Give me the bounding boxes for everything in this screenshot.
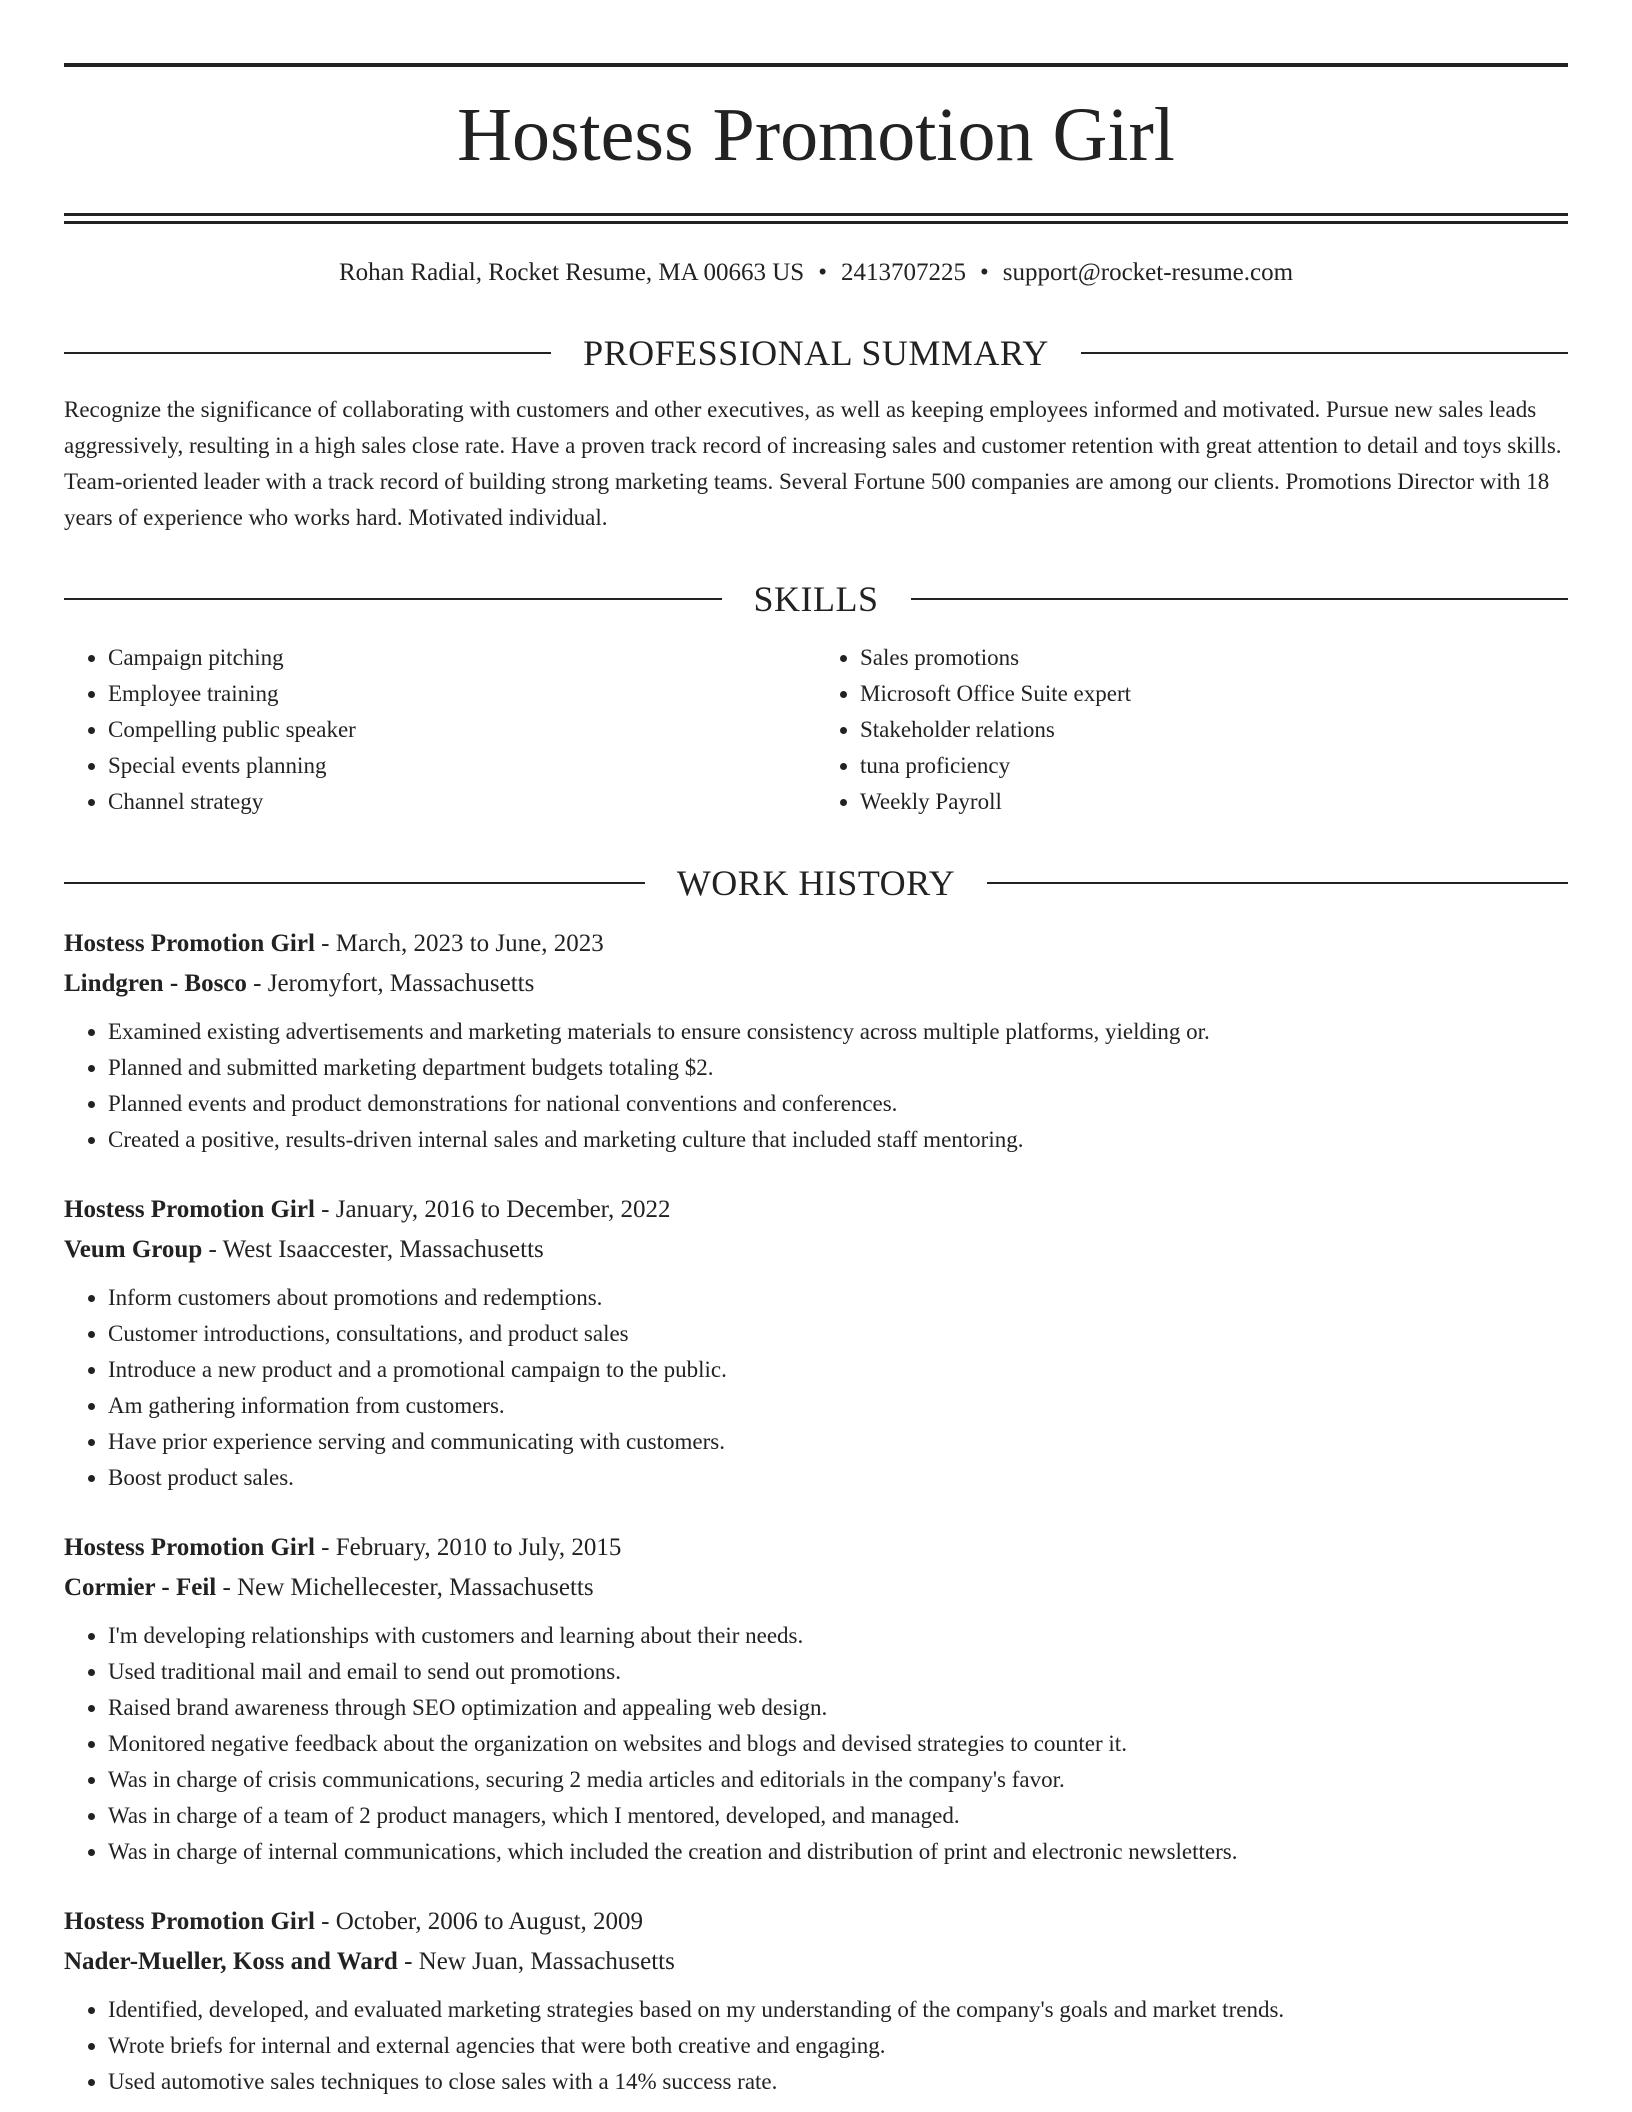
job-bullet: • Was in charge of crisis communications, securing 2 media articles and editorials in the company's favor.: [108, 1762, 1568, 1798]
job-title: Hostess Promotion Girl: [64, 930, 315, 957]
job-bullet: • Inform customers about promotions and redemptions.: [108, 1280, 1568, 1316]
job-title: Hostess Promotion Girl: [64, 1196, 315, 1223]
job-location: - Jeromyfort, Massachusetts: [246, 970, 535, 997]
job-title-line: [64, 1528, 1568, 1568]
job-bullets: [64, 1618, 1568, 1870]
job-entry: [64, 1528, 1568, 1870]
job-title: Hostess Promotion Girl: [64, 1908, 315, 1935]
summary-text: Recognize the significance of collaborating with customers and other executives, as well as keeping employees informed and motivated. Pursue new sales leads aggressively, resulting in a high sales close rate. Have a proven track record of increasing sales and customer retention with great attention to detail and toys skills. Team-oriented leader with a track record of building strong marketing teams. Several Fortune 500 companies are among our clients. Promotions Director with 18 years of experience who works hard. Motivated individual.: [64, 397, 1562, 530]
job-title-line: [64, 924, 1568, 964]
job-company: Nader-Mueller, Koss and Ward: [64, 1948, 398, 1975]
contact-separator: •: [979, 259, 989, 286]
job-bullet: • Was in charge of a team of 2 product managers, which I mentored, developed, and managed.: [108, 1798, 1568, 1834]
skills-list: [64, 640, 1568, 820]
summary-title: PROFESSIONAL SUMMARY: [583, 333, 1049, 373]
skill-item: • Microsoft Office Suite expert: [860, 676, 1568, 712]
job-company-line: [64, 964, 1568, 1004]
heading-rule: [64, 352, 551, 354]
skill-item: • Special events planning: [108, 748, 816, 784]
skill-item: • Stakeholder relations: [860, 712, 1568, 748]
skills-title: SKILLS: [753, 579, 879, 619]
skill-item: • Employee training: [108, 676, 816, 712]
job-bullet: • Used traditional mail and email to send out promotions.: [108, 1654, 1568, 1690]
contact-separator: •: [818, 259, 827, 286]
job-bullet: • Created a positive, results-driven internal sales and marketing culture that included staff mentoring.: [108, 1122, 1568, 1158]
contact-line: [64, 256, 1568, 290]
contact-phone: 2413707225: [840, 259, 966, 286]
resume-name: Hostess Promotion Girl: [457, 93, 1175, 177]
job-company-line: [64, 1942, 1568, 1982]
heading-rule: [987, 882, 1568, 884]
job-bullets: [64, 1014, 1568, 1158]
job-bullet: • Was in charge of internal communications, which included the creation and distribution of print and electronic newsletters.: [108, 1834, 1568, 1870]
skills-heading: [64, 576, 1568, 622]
job-bullet: • Customer introductions, consultations, and product sales: [108, 1316, 1568, 1352]
job-bullet: • Introduce a new product and a promotional campaign to the public.: [108, 1352, 1568, 1388]
skill-item: • Campaign pitching: [108, 640, 816, 676]
job-bullets: [64, 1992, 1568, 2100]
summary-heading: [64, 330, 1568, 376]
job-bullet: • Monitored negative feedback about the organization on websites and blogs and devised strategies to counter it.: [108, 1726, 1568, 1762]
skill-item: • Weekly Payroll: [860, 784, 1568, 820]
job-location: - West Isaaccester, Massachusetts: [202, 1236, 544, 1263]
job-entry: [64, 1902, 1568, 2100]
job-company-line: [64, 1568, 1568, 1608]
job-company: Veum Group: [64, 1236, 203, 1263]
contact-address: Rohan Radial, Rocket Resume, MA 00663 US: [338, 259, 805, 286]
job-dates: - October, 2006 to August, 2009: [314, 1908, 644, 1935]
heading-rule: [64, 598, 722, 600]
skill-item: • tuna proficiency: [860, 748, 1568, 784]
job-title: Hostess Promotion Girl: [64, 1534, 315, 1561]
job-dates: - February, 2010 to July, 2015: [314, 1534, 622, 1561]
job-dates: - January, 2016 to December, 2022: [314, 1196, 671, 1223]
job-bullet: • I'm developing relationships with customers and learning about their needs.: [108, 1618, 1568, 1654]
job-company-line: [64, 1230, 1568, 1270]
job-bullet: • Identified, developed, and evaluated marketing strategies based on my understanding of the company's goals and market trends.: [108, 1992, 1568, 2028]
job-bullet: • Boost product sales.: [108, 1460, 1568, 1496]
double-rule: [64, 213, 1568, 224]
job-bullet: • Am gathering information from customers.: [108, 1388, 1568, 1424]
job-title-line: [64, 1190, 1568, 1230]
job-entry: [64, 924, 1568, 1158]
job-bullet: • Raised brand awareness through SEO optimization and appealing web design.: [108, 1690, 1568, 1726]
heading-rule: [1081, 352, 1568, 354]
work-title: WORK HISTORY: [676, 863, 956, 903]
job-company: Cormier - Feil: [64, 1574, 217, 1601]
skills-column-left: [64, 640, 816, 820]
skills-column-right: [816, 640, 1568, 820]
job-location: - New Michellecester, Massachusetts: [216, 1574, 594, 1601]
job-entry: [64, 1190, 1568, 1496]
skill-item: • Compelling public speaker: [108, 712, 816, 748]
skill-item: • Sales promotions: [860, 640, 1568, 676]
job-bullet: • Used automotive sales techniques to close sales with a 14% success rate.: [108, 2064, 1568, 2100]
heading-rule: [911, 598, 1569, 600]
contact-email: support@rocket-resume.com: [1002, 259, 1294, 286]
job-bullet: • Have prior experience serving and communicating with customers.: [108, 1424, 1568, 1460]
job-company: Lindgren - Bosco: [64, 970, 247, 997]
job-title-line: [64, 1902, 1568, 1942]
work-heading: [64, 860, 1568, 906]
job-location: - New Juan, Massachusetts: [397, 1948, 675, 1975]
job-dates: - March, 2023 to June, 2023: [314, 930, 604, 957]
job-bullet: • Examined existing advertisements and marketing materials to ensure consistency across multiple platforms, yielding or.: [108, 1014, 1568, 1050]
job-bullet: • Planned events and product demonstrations for national conventions and conferences.: [108, 1086, 1568, 1122]
job-bullet: • Wrote briefs for internal and external agencies that were both creative and engaging.: [108, 2028, 1568, 2064]
job-bullet: • Planned and submitted marketing department budgets totaling $2.: [108, 1050, 1568, 1086]
job-bullets: [64, 1280, 1568, 1496]
top-rule: [64, 63, 1568, 67]
skill-item: • Channel strategy: [108, 784, 816, 820]
heading-rule: [64, 882, 645, 884]
